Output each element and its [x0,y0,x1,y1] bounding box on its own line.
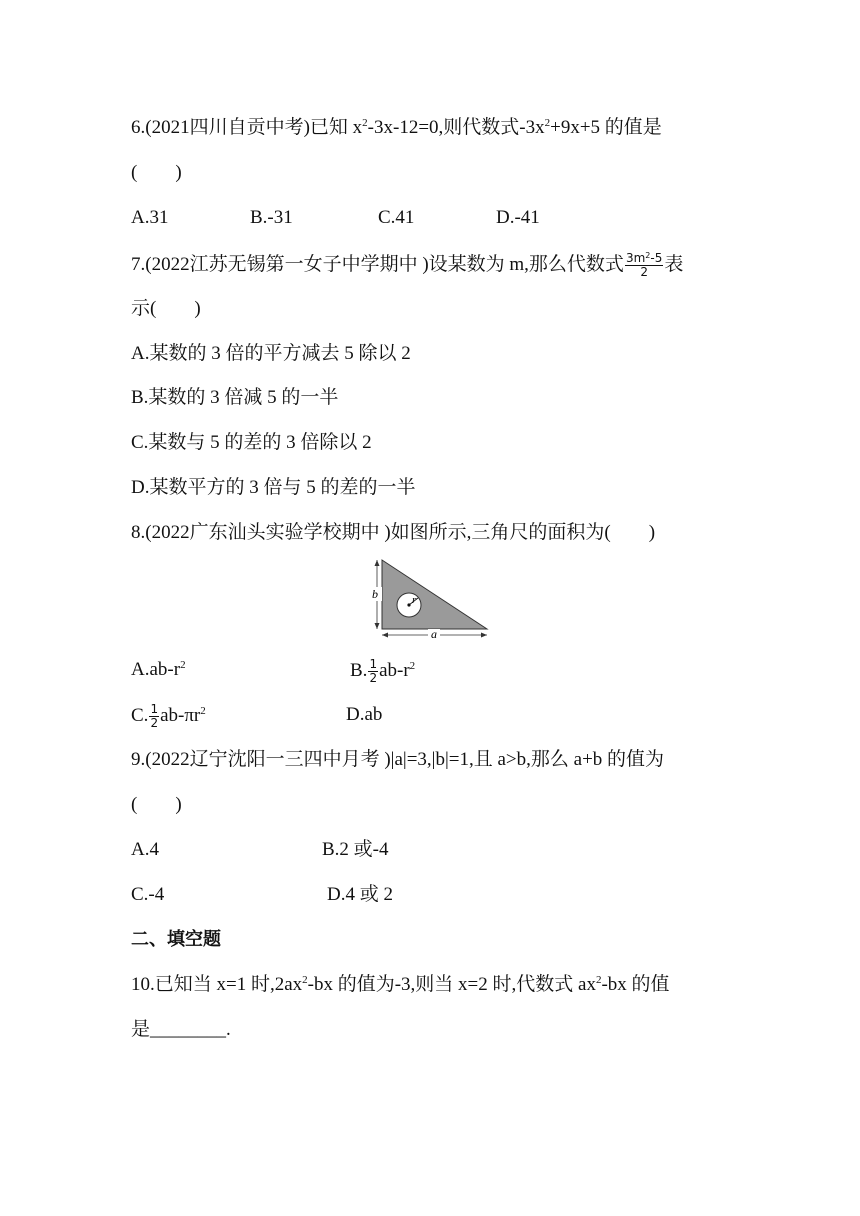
option-d: D.-41 [496,207,540,228]
option-a: A.4 [131,839,159,860]
option-c: C.某数与 5 的差的 3 倍除以 2 [131,432,372,453]
option-a: $A.ab-r^2$ [131,659,186,680]
option-d: D.某数平方的 3 倍与 5 的差的一半 [131,477,416,498]
question-number: 7. [131,253,146,275]
question-source: (2022江苏无锡第一女子中学期中 ) [145,253,429,275]
section-heading: 二、填空题 [131,929,221,950]
option-b: B.某数的 3 倍减 5 的一半 [131,387,339,408]
question-10-stem: 10.已知当 x=1 时$,2ax^2-bx$ 的值为-3,则当 x=2 时,代数式 $ax^2-bx$ 的值 [131,974,670,995]
option-a: A.31 [131,207,169,228]
option-b: B.-31 [250,207,293,228]
question-7-stem-line2: 示( ) [131,298,201,319]
question-source: (2021四川自贡中考) [145,117,310,138]
option-d: D.ab [346,704,383,725]
question-9-stem: 9.(2022辽宁沈阳一三四中月考 )|a|=3,|b|=1,且 a>b,那么 a+b 的值为 [131,749,665,770]
option-c: C. $\frac{1}{2}$ $ab-\pi r^2$ [131,702,206,730]
arrow-a-left [382,633,388,638]
option-c: C.41 [378,207,415,228]
answer-blank: ( ) [131,162,182,183]
question-source: (2022辽宁沈阳一三四中月考 ) [145,749,391,770]
triangle-ruler-figure [368,556,492,644]
arrow-b-top [375,560,380,566]
arrow-b-bottom [375,623,380,629]
option-a: A.某数的 3 倍的平方减去 5 除以 2 [131,343,411,364]
label-a: a [431,627,437,638]
label-r: r [412,594,417,606]
fraction-half: $\frac{1}{2}$ [369,657,378,685]
triangle-ruler-diagram [368,556,492,638]
fraction-half: $\frac{1}{2}$ [150,702,159,730]
question-7-stem: 7.(2022江苏无锡第一女子中学期中 )设某数为 m,那么代数式 $\frac{3m^2-5}{2}$ 表 [131,251,684,279]
option-b: B. $\frac{1}{2}$ $ab-r^2$ [350,657,416,685]
question-source: (2022广东汕头实验学校期中 ) [145,522,391,543]
label-b: b [372,587,378,601]
question-number: 6. [131,117,146,138]
answer-blank: ( ) [131,794,182,815]
question-number: 9. [131,749,146,770]
question-8-stem: 8.(2022广东汕头实验学校期中 )如图所示,三角尺的面积为( ) [131,522,656,543]
option-c: C.-4 [131,884,165,905]
option-d: D.4 或 2 [327,884,393,905]
option-b: B.2 或-4 [322,839,389,860]
question-number: 8. [131,522,146,543]
triangle-shape [382,560,487,629]
arrow-a-right [481,633,487,638]
question-6-stem: 6.(2021四川自贡中考)已知 $x^2-3x-12=0$,则代数式$-3x^2+9x+5$ 的值是 [131,117,662,138]
fraction-expression: $\frac{3m^2-5}{2}$ [625,251,663,279]
question-number: 10. [131,974,155,995]
answer-blank-line: 是________. [131,1019,231,1040]
